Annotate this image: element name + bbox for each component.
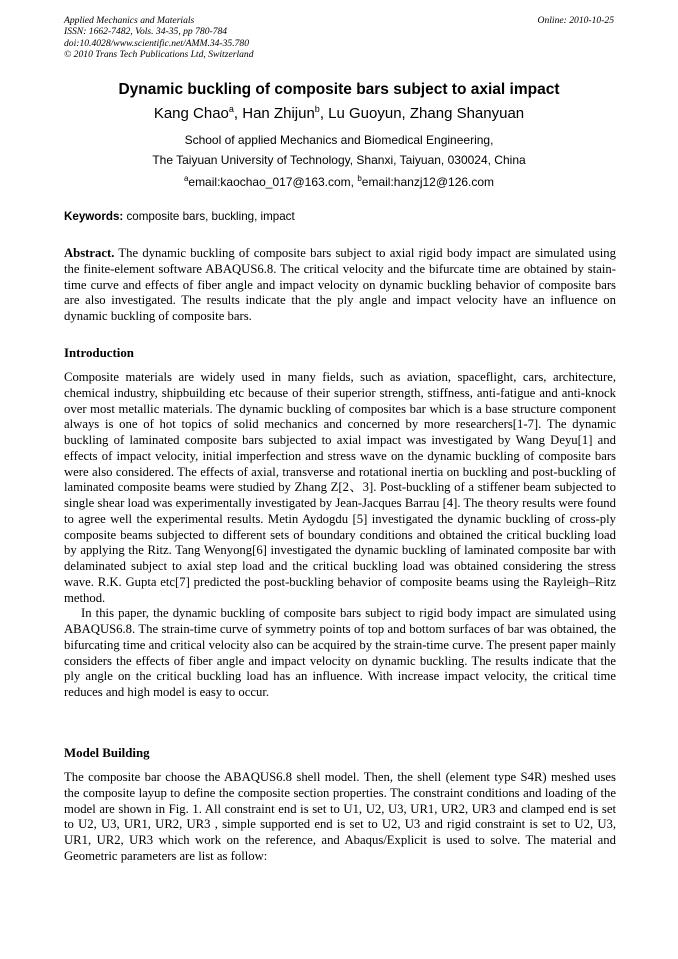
introduction-body <box>64 370 616 701</box>
introduction-heading: Introduction <box>64 346 134 360</box>
author-list: Kang Chao$^a$, Han Zhijun$^b$, Lu Guoyun, Zhang Shanyuan <box>153 104 525 122</box>
email-sup-b: b <box>357 174 362 183</box>
abstract-text: The dynamic buckling of composite bars subject to axial rigid body impact are simulated using the finite-element software ABAQUS6.8. The critical velocity and the bifurcate time are obtained by stain-time curve and effects of fiber angle and impact velocity on dynamic buckling behavior of composite bars are also investigated. The results indicate that the ply angle and impact velocity have an influence on dynamic buckling of composite bars. <box>64 246 616 323</box>
introduction-paragraph-1: Composite materials are widely used in many fields, such as aviation, spaceflight, cars, architecture, chemical industry, shipbuilding etc because of their superior strength, stiffness, anti-fatigue and anti-knock over most metallic materials. The dynamic buckling of composites bar which is a base structure component always is one of hot topics of solid mechanics and concerned by more researchers[1-7]. The dynamic buckling of laminated composite bars subjected to axial impact was investigated by Wang Deyu[1] and effects of impact velocity, initial imperfection and stress wave on the dynamic buckling of composite bars were also considered. The effects of axial, transverse and rotational inertia on buckling and post-buckling of laminated composite beams were studied by Zhang Z[2、3]. Post-buckling of a stiffener beam subjected to single shear load was experimentally investigated by Jean-Jacques Barrau [4]. The theory results were found to agree well the experimental results. Metin Aydogdu [5] investigated the dynamic buckling of cross-ply composite beams subjected to different sets of boundary conditions and obtained the critical buckling load by applying the Ritz. Tang Wenyong[6] investigated the dynamic buckling of laminated composite bar with delaminated subject to axial step load and the critical buckling load was obtained considering the stress wave. R.K. Gupta etc[7] predicted the post-buckling behavior of composite beams using the Rayleigh–Ritz method. <box>64 370 616 605</box>
author-name: Lu Guoyun <box>328 105 402 122</box>
introduction-paragraph-2: In this paper, the dynamic buckling of composite bars subject to rigid body impact are simulated using ABAQUS6.8. The strain-time curve of symmetry points of top and bottom surfaces of bar was obtained, the bifurcating time and critical velocity also can be acquired by the strain-time curve. The present paper mainly considers the effects of fiber angle and impact velocity on dynamic buckling. The results indicate that the ply angle on the critical buckling load has an influence. With increase impact velocity, the critical time reduces and high model is easy to occur. <box>64 606 616 699</box>
abstract <box>64 246 616 325</box>
email-a: email:kaochao_017@163.com, <box>188 175 358 189</box>
email-line <box>0 174 678 189</box>
affiliation-line-2: The Taiyuan University of Technology, Shanxi, Taiyuan, 030024, China <box>152 153 526 167</box>
copyright-line: © 2010 Trans Tech Publications Ltd, Switzerland <box>64 48 254 60</box>
author-sup: a <box>228 104 234 114</box>
model-building-heading: Model Building <box>64 746 150 760</box>
journal-header <box>64 15 616 60</box>
keywords-text: composite bars, buckling, impact <box>123 210 295 223</box>
keywords-label: Keywords: <box>64 210 124 223</box>
author-sup: b <box>314 104 320 114</box>
online-date: Online: 2010-10-25 <box>537 15 614 26</box>
author-name: Kang Chao <box>153 105 229 122</box>
author-name: Zhang Shanyuan <box>409 105 525 122</box>
email-sup-a: a <box>183 174 189 183</box>
issn-line: ISSN: 1662-7482, Vols. 34-35, pp 780-784 <box>64 26 228 38</box>
affiliation-line-1: School of applied Mechanics and Biomedical Engineering, <box>184 133 494 147</box>
model-building-paragraph: The composite bar choose the ABAQUS6.8 shell model. Then, the shell (element type S4R) meshed uses the composite layup to define the composite section properties. The constraint conditions and loading of the model are shown in Fig. 1. All constraint end is set to U1, U2, U3, UR1, UR2, UR3 and clamped end is set to U2, U3, UR1, UR2, UR3 , simple supported end is set to U2, U3 and rigid constraint is set to U2, U3, UR1, UR2, UR3 which work on the reference, and Abaqus/Explicit is used to solve. The material and Geometric parameters are list as follow: <box>64 770 616 863</box>
journal-name: Applied Mechanics and Materials <box>64 15 195 26</box>
keywords <box>64 210 616 223</box>
paper-title: Dynamic buckling of composite bars subject to axial impact <box>118 81 560 98</box>
email-b: email:hanzj12@126.com <box>361 175 495 189</box>
author-name: Han Zhijun <box>242 105 315 122</box>
abstract-label: Abstract. <box>64 246 115 260</box>
doi-line: doi:10.4028/www.scientific.net/AMM.34-35.780 <box>64 37 250 49</box>
